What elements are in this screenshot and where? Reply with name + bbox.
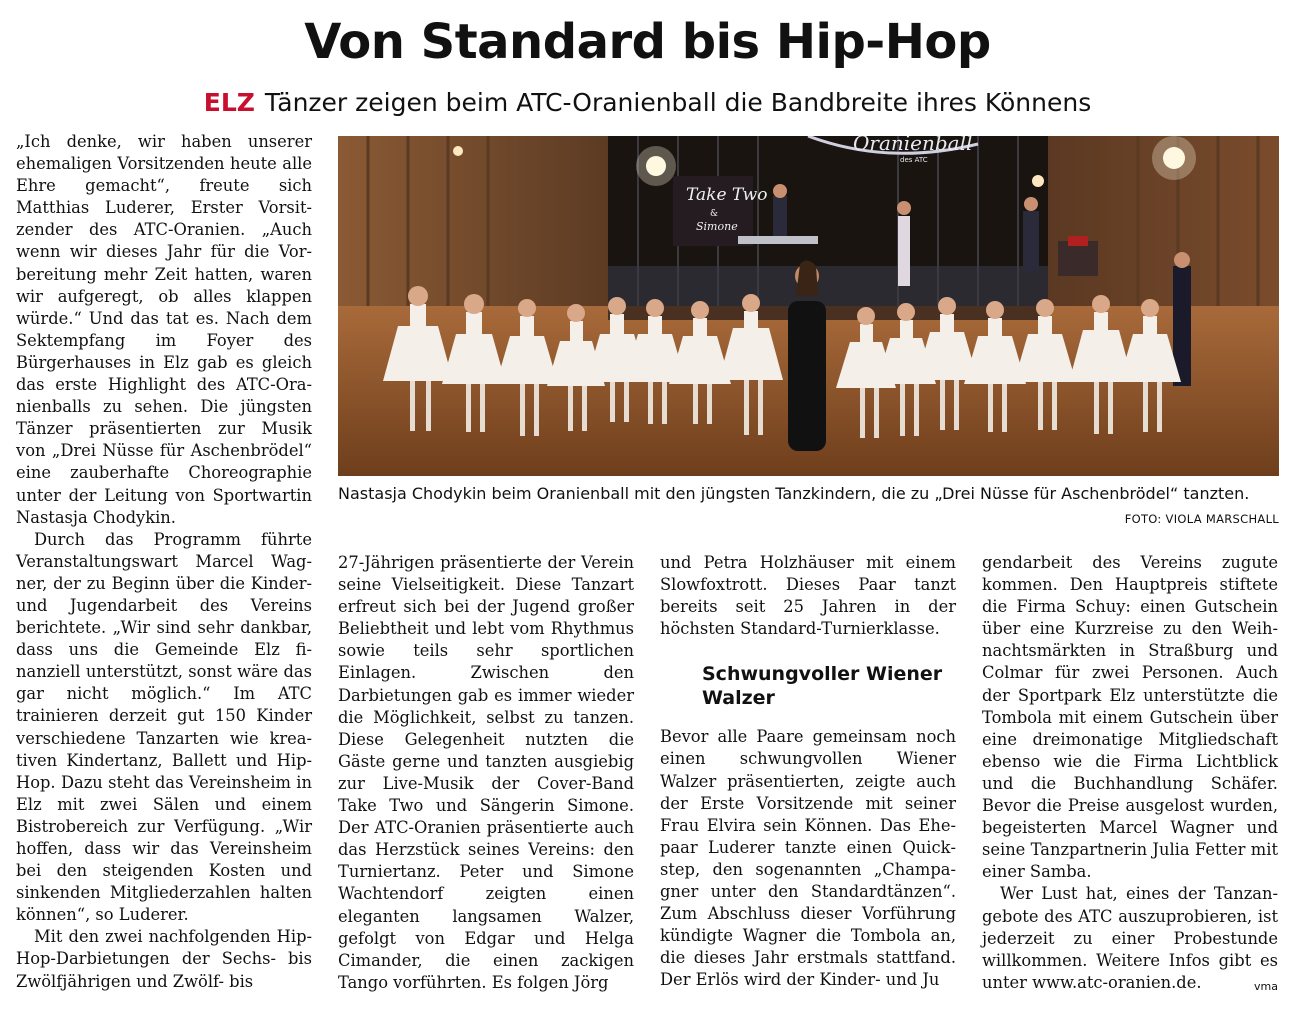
paragraph-3-end: und Petra Holzhäuser mit einem Slowfoxtrott. Dieses Paar tanzt bereits seit 25 Jahren in der höchsten Standard-Turnierklasse. — [660, 553, 956, 639]
event-photo — [338, 136, 1279, 476]
paragraph-2: Durch das Programm führte Veranstaltungswart Marcel Wagner, der zu Beginn über die Kinder- und Jugendarbeit des Vereins berichtete. „Wir sind sehr dankbar, dass uns die Gemeinde Elz finanziell unterstützt, sonst wäre das gar nicht möglich.“ Im ATC trainieren derzeit gut 150 Kinder verschiedene Tanzarten wie kreativen Kindertanz, Ballett und Hip-Hop. Dazu steht das Vereinsheim in Elz mit zwei Sälen und einem Bistrobereich zur Verfügung. „Wir hoffen, dass wir das Vereinsheim bei den steigenden Kosten und sinkenden Mitgliederzahlen halten können“, so Luderer. — [16, 529, 312, 925]
paragraph-4: Bevor alle Paare gemeinsam noch einen schwungvollen Wiener Walzer präsentierten, zeigte auch der Erste Vorsitzende mit seiner Frau Elvira sein Können. Das Ehepaar Luderer tanzte einen Quickstep, den sogenannten „Champagner unter den Standardtänzen“. Zum Abschluss dieser Vorführung kündigte Wagner die Tombola an, die dieses Jahr erstmals stattfand. Der Erlös wird der Kinder- und Ju — [660, 727, 956, 990]
dateline-place: ELZ — [203, 88, 255, 117]
photo-credit: FOTO: VIOLA MARSCHALL — [1124, 512, 1279, 526]
stage-sign-line-3: Simone — [696, 220, 738, 233]
column-3 — [660, 552, 956, 992]
banner-small-text: des ATC — [900, 156, 928, 164]
paragraph-5 — [982, 883, 1278, 993]
paragraph-1: „Ich denke, wir haben unserer ehemaligen Vorsitzenden heute alle Ehre gemacht“, freute sich Matthias Luderer, Erster Vorsitzender des ATC-Oranien. „Auch wenn wir dieses Jahr für die Vorbereitung mehr Zeit hatten, waren wir aufgeregt, ob alles klappen würde.“ Und das tat es. Nach dem Sektempfang im Foyer des Bürgerhauses in Elz gab es gleich das erste Highlight des ATC-Oranienballs zu sehen. Die jüngsten Tänzer präsentierten zur Musik von „Drei Nüsse für Aschenbrödel“ eine zauberhafte Choreographie unter der Leitung von Sportwartin Nastasja Chodykin. — [16, 132, 312, 527]
subheadline-text: Tänzer zeigen beim ATC-Oranienball die Bandbreite ihres Könnens — [264, 88, 1092, 117]
stage-sign-line-2: & — [710, 209, 719, 219]
column-4 — [982, 552, 1278, 998]
paragraph-4-continued: gendarbeit des Vereins zugute kommen. Den Hauptpreis stiftete die Firma Schuy: einen Gutschein über eine Kurzreise zu den Weihnachtsmärkten in Straßburg und Colmar für zwei Personen. Auch der Sportpark Elz unterstützte die Tombola mit einem Gutschein über eine dreimonatige Mitgliedschaft ebenso wie die Firma Lichtblick und die Buchhandlung Schäfer. Bevor die Preise ausgelost wurden, begeisterten Marcel Wagner und seine Tanzpartnerin Julia Fetter mit einer Samba. — [982, 553, 1278, 882]
author-signature: vma — [1254, 979, 1278, 993]
paragraph-3-continued: 27-Jährigen präsentierte der Verein seine Vielseitigkeit. Diese Tanzart erfreut sich bei der Jugend großer Beliebtheit und lebt vom Rhythmus sowie teils sehr sportlichen Einlagen. Zwischen den Darbietungen gab es immer wieder die Möglichkeit, selbst zu tanzen. Diese Gelegenheit nutzten die Gäste gerne und tanzten ausgiebig zur Live-Musik der Cover-Band Take Two und Sängerin Simone. Der ATC-Oranien präsentierte auch das Herzstück seines Vereins: den Turniertanz. Peter und Simone Wachtendorf zeigten einen eleganten langsamen Walzer, gefolgt von Edgar und Helga Cimander, die einen zackigen Tango vorführten. Es folgen Jörg — [338, 553, 634, 992]
stage-sign-line-1: Take Two — [686, 185, 768, 205]
headline: Von Standard bis Hip-Hop — [304, 14, 991, 70]
subheadline — [0, 88, 1295, 117]
photo-caption: Nastasja Chodykin beim Oranienball mit den jüngsten Tanzkindern, die zu „Drei Nüsse für Aschenbrödel“ tanzten. — [338, 484, 1250, 503]
column-1 — [16, 131, 312, 993]
paragraph-3-start: Mit den zwei nachfolgenden Hip-Hop-Darbietungen der Sechs- bis Zwölfjährigen und Zwölf- bis — [16, 927, 312, 991]
column-2 — [338, 552, 634, 994]
paragraph-5-text: Wer Lust hat, eines der Tanzangebote des ATC auszuprobieren, ist jederzeit zu einer Probestunde willkommen. Weitere Infos gibt es unter www.atc-oranien.de. — [982, 884, 1278, 992]
subheading: Schwungvoller Wiener Walzer — [702, 663, 943, 710]
event-photo-illustration — [338, 136, 1279, 476]
banner-text: Oranienball — [853, 136, 973, 155]
